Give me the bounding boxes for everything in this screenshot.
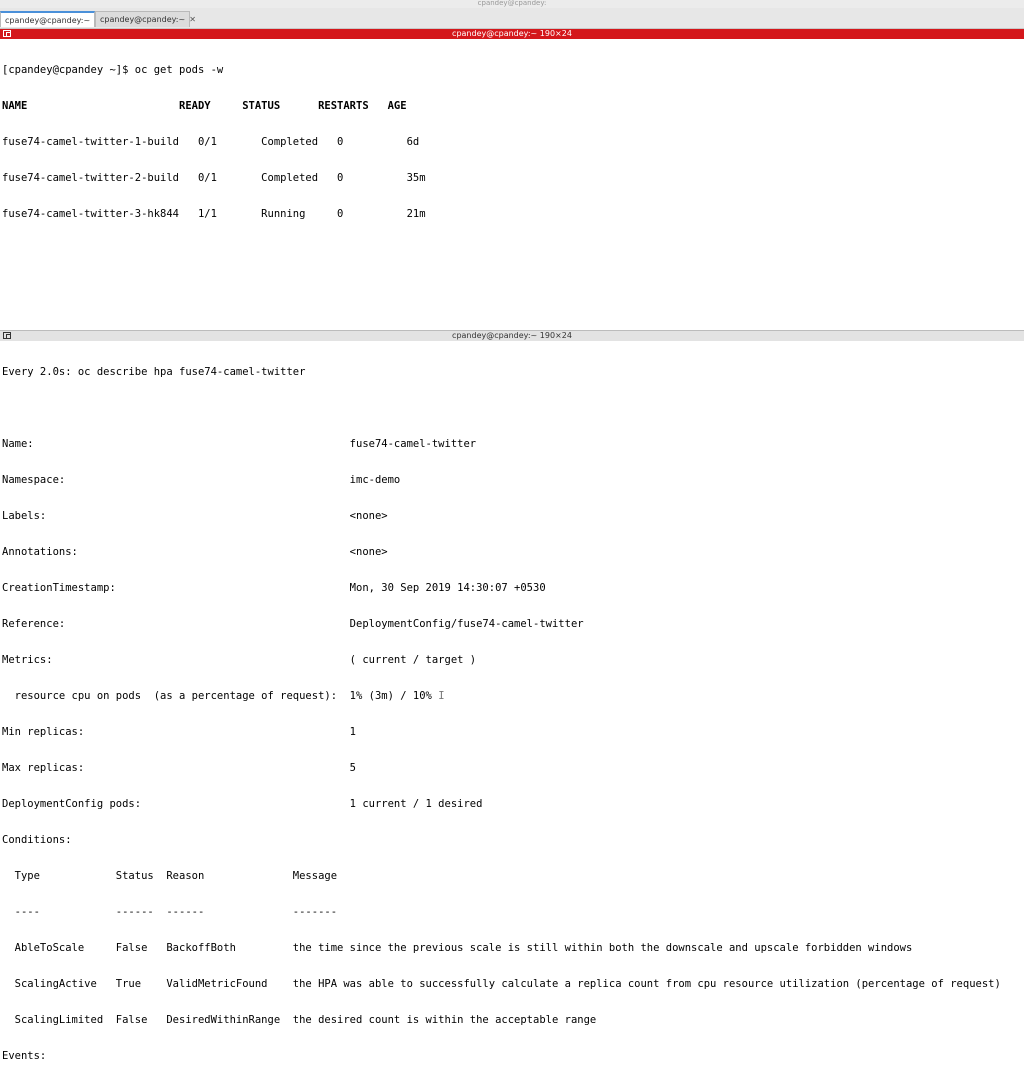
terminal-line: Events:: [2, 1050, 47, 1062]
terminal-line: CreationTimestamp: Mon, 30 Sep 2019 14:30:07 +0530: [2, 582, 546, 594]
terminal-line: fuse74-camel-twitter-3-hk844 1/1 Running 0 21m: [2, 208, 426, 220]
terminal-line-text: resource cpu on pods (as a percentage of request): 1% (3m) / 10%: [2, 690, 432, 702]
pane-title: cpandey@cpandey:~ 190×24: [452, 331, 572, 340]
terminal-line: Reference: DeploymentConfig/fuse74-camel-twitter: [2, 618, 584, 630]
tab-terminal-1[interactable]: [0, 11, 95, 27]
terminal-line: Conditions:: [2, 834, 72, 846]
close-icon[interactable]: ✕: [189, 15, 196, 24]
terminal-line: Name: fuse74-camel-twitter: [2, 438, 477, 450]
pane-title-bar-top[interactable]: [0, 29, 1024, 39]
pane-title-bar-bottom[interactable]: [0, 330, 1024, 341]
terminal-line: Namespace: imc-demo: [2, 474, 401, 486]
terminal-line: Max replicas: 5: [2, 762, 357, 774]
split-pane-icon[interactable]: [3, 332, 11, 339]
terminal-line: [cpandey@cpandey ~]$ oc get pods -w: [2, 64, 224, 76]
window-title: cpandey@cpandey:: [477, 0, 547, 7]
split-pane-icon[interactable]: [3, 30, 11, 37]
terminal-line: [2, 402, 1001, 414]
tab-label: cpandey@cpandey:~: [100, 15, 186, 24]
tab-label: cpandey@cpandey:~: [5, 16, 91, 25]
tab-bar: [0, 8, 1024, 29]
terminal-line: fuse74-camel-twitter-1-build 0/1 Completed 0 6d: [2, 136, 420, 148]
pane-title: cpandey@cpandey:~ 190×24: [452, 29, 572, 38]
terminal-pane-top[interactable]: [2, 40, 426, 232]
terminal-line: Labels: <none>: [2, 510, 388, 522]
terminal-line: NAME READY STATUS RESTARTS AGE: [2, 100, 407, 112]
terminal-line: Every 2.0s: oc describe hpa fuse74-camel-twitter: [2, 366, 306, 378]
terminal-line: ScalingActive True ValidMetricFound the HPA was able to successfully calculate a replica count from cpu resource utilization (percentage of request): [2, 978, 1001, 990]
terminal-pane-bottom[interactable]: [2, 342, 1001, 1074]
text-cursor-icon: I: [438, 690, 445, 702]
terminal-line: Type Status Reason Message: [2, 870, 338, 882]
terminal-line: ScalingLimited False DesiredWithinRange the desired count is within the acceptable range: [2, 1014, 597, 1026]
terminal-line-metrics: [2, 690, 1001, 702]
tab-terminal-2[interactable]: [95, 11, 196, 27]
window-title-strip: [0, 0, 1024, 8]
terminal-line: Annotations: <none>: [2, 546, 388, 558]
terminal-line: fuse74-camel-twitter-2-build 0/1 Completed 0 35m: [2, 172, 426, 184]
terminal-line: Min replicas: 1: [2, 726, 357, 738]
terminal-line: ---- ------ ------ -------: [2, 906, 338, 918]
terminal-line: DeploymentConfig pods: 1 current / 1 desired: [2, 798, 483, 810]
terminal-line: AbleToScale False BackoffBoth the time since the previous scale is still within both the downscale and upscale forbidden windows: [2, 942, 913, 954]
terminal-line: Metrics: ( current / target ): [2, 654, 477, 666]
